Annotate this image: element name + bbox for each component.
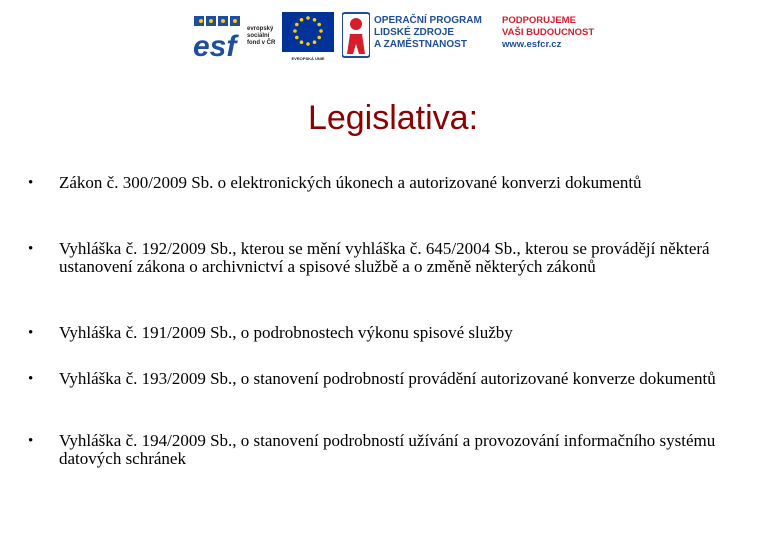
list-item-text: Vyhláška č. 194/2009 Sb., o stanovení podrobností užívání a provozování informačního systému datových schránek	[59, 431, 716, 468]
op-lzz-logo	[342, 10, 612, 62]
esf-note-line: sociální	[247, 33, 270, 39]
esf-note-line: evropský	[247, 26, 274, 32]
op-line: A ZAMĚSTNANOST	[374, 39, 467, 50]
support-slogan	[502, 15, 594, 51]
support-url: www.esfcr.cz	[502, 39, 562, 50]
esf-note-line: fond v ČR	[247, 40, 276, 46]
bullet-icon: •	[28, 241, 34, 257]
esf-logo	[192, 10, 278, 62]
support-line: VAŠI BUDOUCNOST	[502, 27, 595, 38]
op-program-name	[374, 15, 482, 51]
esf-logo-text: esf	[193, 30, 237, 62]
eu-flag-icon	[282, 10, 334, 56]
list-item-text: Zákon č. 300/2009 Sb. o elektronických úkonech a autorizované konverzi dokumentů	[59, 173, 642, 192]
list-item-text: Vyhláška č. 193/2009 Sb., o stanovení podrobností provádění autorizované konverze dokumentů	[59, 369, 716, 388]
esf-logo-note	[247, 26, 279, 47]
bullet-icon: •	[28, 175, 34, 191]
op-person-icon	[342, 10, 370, 60]
op-line: LIDSKÉ ZDROJE	[374, 27, 455, 38]
eu-caption: EVROPSKÁ UNIE	[291, 56, 325, 61]
logo-bar	[192, 10, 612, 62]
bullet-icon: •	[28, 371, 34, 387]
support-line: PODPORUJEME	[502, 15, 576, 26]
eu-flag-logo	[282, 10, 334, 62]
list-item-text: Vyhláška č. 191/2009 Sb., o podrobnostech výkonu spisové služby	[59, 323, 513, 342]
list-item-text: Vyhláška č. 192/2009 Sb., kterou se mění vyhláška č. 645/2004 Sb., kterou se provádějí některá ustanovení zákona o archivnictví a spisové službě a o změně některých zákonů	[59, 239, 710, 276]
bullet-icon: •	[28, 433, 34, 449]
op-line: OPERAČNÍ PROGRAM	[374, 15, 482, 26]
bullet-icon: •	[28, 325, 34, 341]
slide-title: Legislativa:	[307, 99, 479, 137]
